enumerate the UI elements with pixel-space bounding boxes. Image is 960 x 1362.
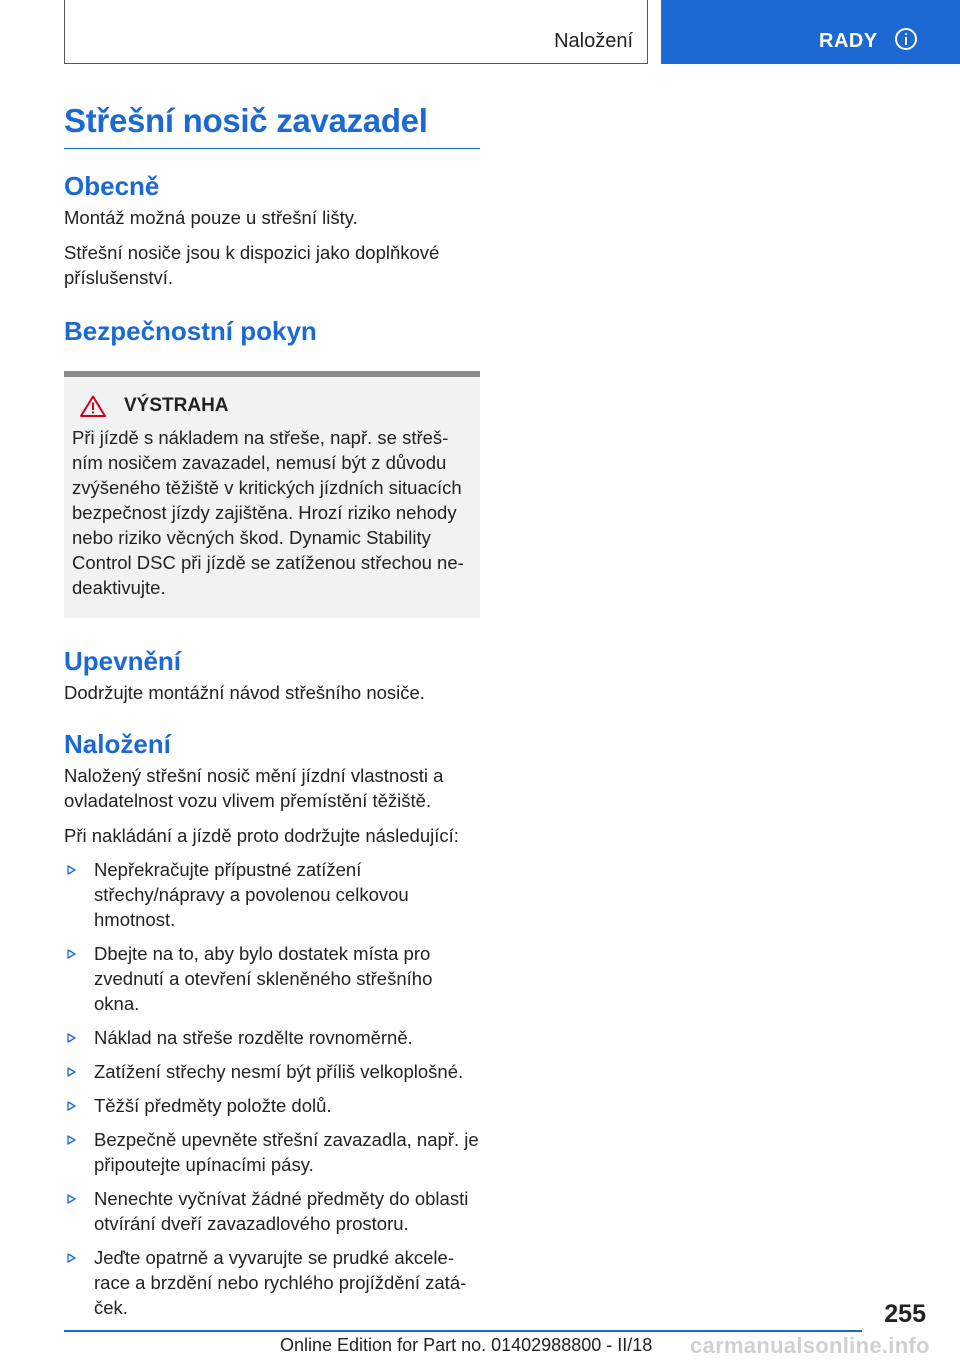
triangle-bullet-icon [67,1135,76,1145]
rady-tab-label: RADY [819,30,878,52]
list-item [64,1186,480,1236]
triangle-bullet-icon [67,1067,76,1077]
info-icon[interactable] [895,28,917,50]
heading-nalozeni: Naložení [64,729,171,759]
warning-text: Při jízdě s nákladem na střeše, např. se střešním nosičem zavazadel, nemusí být z důvodu zvýšeného těžiště v kritických jízdních situacích bezpečnost jízdy zajištěna. Hrozí riziko nehody nebo riziko věcných škod. Dynamic Stability Control DSC při jízdě se zatíženou střechou nedeaktivujte. [72,427,464,598]
nalozeni-paragraph-2: Při nakládání a jízdě proto dodržujte následující: [64,825,459,846]
list-item [64,1127,480,1177]
heading-upevneni: Upevnění [64,646,182,676]
list-item-text: Nenechte vyčnívat žádné předměty do oblasti otvírání dveří zavazadlového prostoru. [94,1188,469,1234]
triangle-bullet-icon [67,1253,76,1263]
heading-bezpecnostni-pokyn: Bezpečnostní pokyn [64,316,317,346]
warning-label: VÝSTRAHA [124,395,229,416]
warning-box [64,371,480,618]
page-number: 255 [884,1300,926,1328]
footer-edition-text: Online Edition for Part no. 01402988800 - II/18 [280,1335,653,1355]
footer-divider [64,1330,862,1332]
obecne-paragraph-2: Střešní nosiče jsou k dispozici jako doplňkové příslušenství. [64,242,440,288]
obecne-paragraph-1: Montáž možná pouze u střešní lišty. [64,207,358,228]
warning-triangle-icon [80,395,106,417]
list-item [64,1025,480,1050]
list-item [64,1245,480,1320]
list-item [64,1093,480,1118]
list-item [64,1059,480,1084]
list-item-text: Těžší předměty položte dolů. [94,1095,332,1116]
warning-title [72,395,472,417]
list-item-text: Náklad na střeše rozdělte rovnoměrně. [94,1027,413,1048]
triangle-bullet-icon [67,1101,76,1111]
triangle-bullet-icon [67,1033,76,1043]
list-item-text: Bezpečně upevněte střešní zavazadla, např. je připoutejte upínacími pásy. [94,1129,479,1175]
list-item-text: Zatížení střechy nesmí být příliš velkoplošné. [94,1061,464,1082]
upevneni-paragraph-1: Dodržujte montážní návod střešního nosiče. [64,682,425,703]
nalozeni-paragraph-1: Naložený střešní nosič mění jízdní vlastnosti a ovladatelnost vozu vlivem přemístění těžiště. [64,765,444,811]
header-section-title: Naložení [554,30,633,52]
triangle-bullet-icon [67,865,76,875]
watermark: carmanualsonline.info [690,1333,930,1358]
list-item [64,857,480,932]
list-item [64,941,480,1016]
list-item-text: Jeďte opatrně a vyvarujte se prudké akcelerace a brzdění nebo rychlého projíždění zatáček. [94,1247,467,1318]
rady-tab[interactable] [661,0,960,64]
nalozeni-bullet-list [64,857,480,1320]
triangle-bullet-icon [67,949,76,959]
main-content [64,102,480,1320]
page-title: Střešní nosič zavazadel [64,102,480,149]
heading-obecne: Obecně [64,171,160,201]
list-item-text: Nepřekračujte přípustné zatížení střechy/nápravy a povolenou celkovou hmotnost. [94,859,409,930]
triangle-bullet-icon [67,1194,76,1204]
header-section-box [64,0,648,64]
list-item-text: Dbejte na to, aby bylo dostatek místa pro zvednutí a otevření skleněného střešního okna. [94,943,433,1014]
